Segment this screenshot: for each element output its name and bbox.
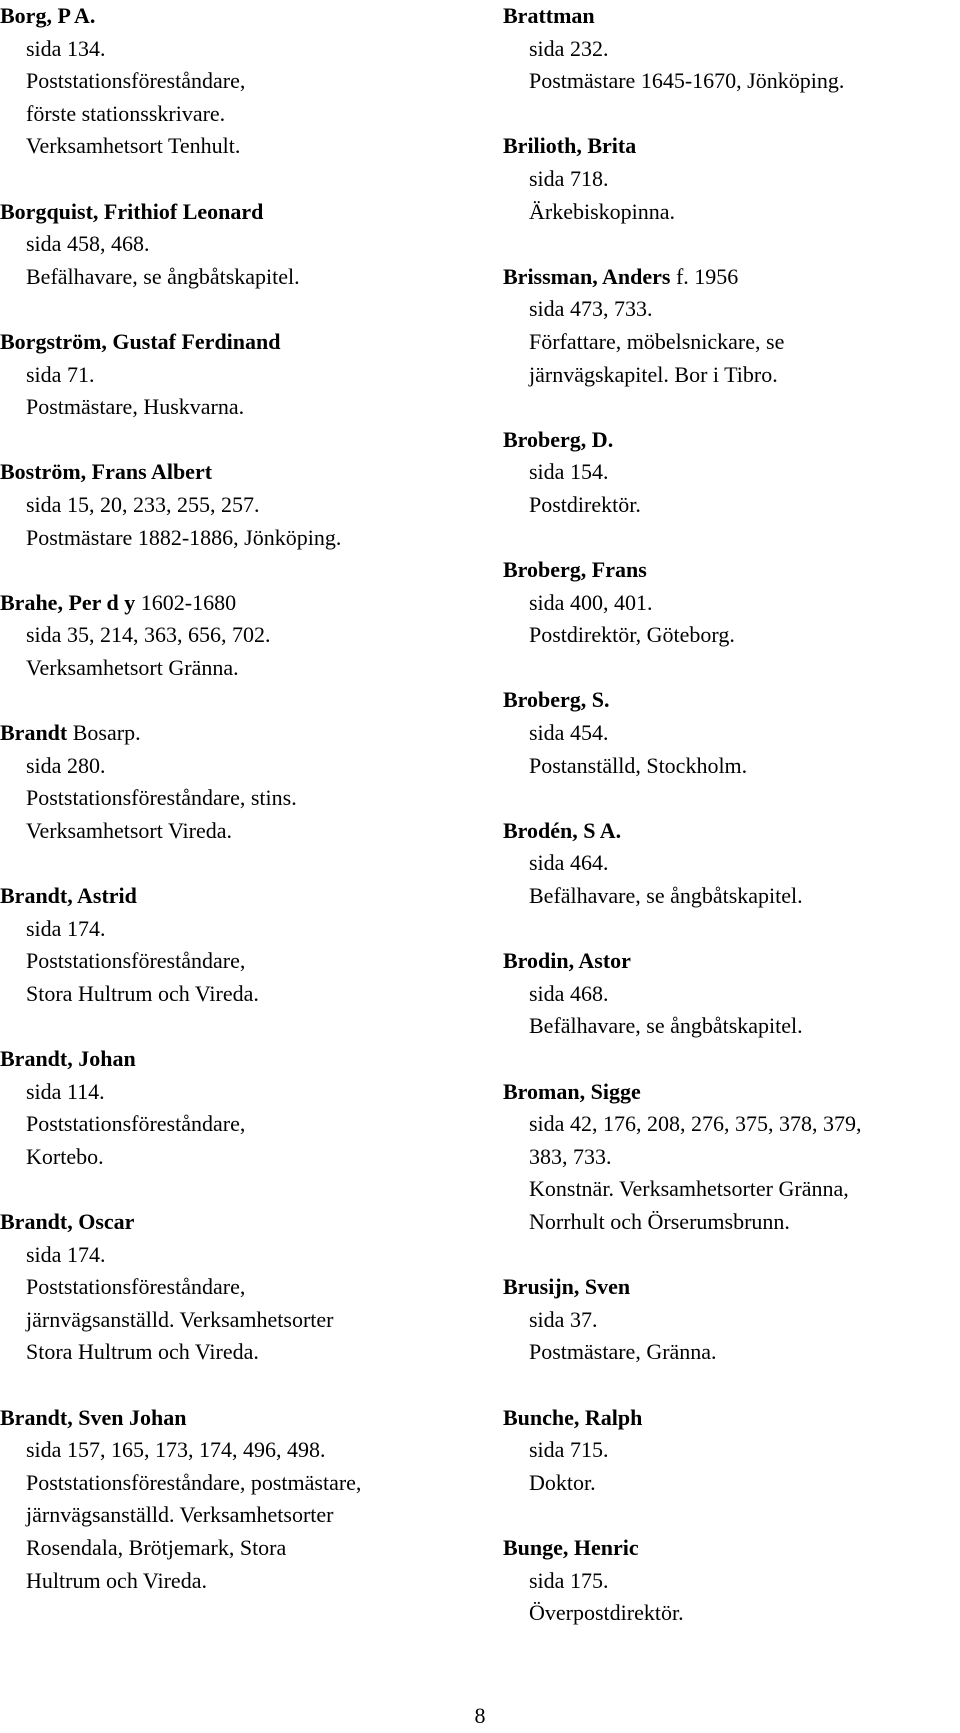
entry-heading xyxy=(0,1402,490,1435)
entry-gap xyxy=(0,1369,490,1402)
entry-detail-line: Postmästare 1882-1886, Jönköping. xyxy=(26,524,342,550)
entry-detail-line: Postmästare, Huskvarna. xyxy=(26,394,245,420)
entry-name: Brodén, S A. xyxy=(503,817,622,843)
entry-heading xyxy=(0,326,490,359)
entry-name: Bunche, Ralph xyxy=(503,1404,643,1430)
entry-detail-line: Poststationsföreståndare, xyxy=(26,68,246,94)
entry-name: Brandt, Oscar xyxy=(0,1208,135,1234)
entry-heading xyxy=(503,684,960,717)
entry-detail-line: sida 35, 214, 363, 656, 702. xyxy=(26,622,271,648)
entry-name: Brandt, Sven Johan xyxy=(0,1404,187,1430)
entry-heading xyxy=(0,1206,490,1239)
entry-detail-line: Poststationsföreståndare, xyxy=(26,1111,246,1137)
index-entry xyxy=(0,196,490,294)
index-entry xyxy=(0,0,490,163)
entry-detail-line: Stora Hultrum och Vireda. xyxy=(26,980,259,1006)
entry-detail-line: Poststationsföreståndare, xyxy=(26,1274,246,1300)
entry-detail-line: Hultrum och Vireda. xyxy=(26,1567,207,1593)
entry-detail-line: sida 280. xyxy=(26,752,106,778)
entry-heading xyxy=(0,196,490,229)
entry-gap xyxy=(0,847,490,880)
entry-detail-line: sida 468. xyxy=(529,980,609,1006)
entry-detail-line: sida 154. xyxy=(529,459,609,485)
entry-heading xyxy=(503,424,960,457)
entry-name-suffix: Bosarp. xyxy=(67,720,141,746)
entry-gap xyxy=(503,782,960,815)
entry-name: Broman, Sigge xyxy=(503,1078,641,1104)
right-column xyxy=(503,0,960,1630)
entry-detail-line: sida 174. xyxy=(26,915,106,941)
entry-name: Brandt, Johan xyxy=(0,1046,136,1071)
entry-detail-line: sida 175. xyxy=(529,1567,609,1593)
index-entry xyxy=(0,1043,490,1173)
index-entry xyxy=(503,815,960,913)
entry-detail-line: järnvägskapitel. Bor i Tibro. xyxy=(529,361,778,387)
entry-heading xyxy=(0,456,490,489)
entry-heading xyxy=(503,1271,960,1304)
entry-heading xyxy=(503,261,960,294)
entry-gap xyxy=(503,913,960,946)
entry-name: Borgström, Gustaf Ferdinand xyxy=(0,328,281,354)
index-entry xyxy=(503,1532,960,1630)
entry-gap xyxy=(503,228,960,261)
entry-heading xyxy=(503,0,960,33)
entry-gap xyxy=(0,424,490,457)
entry-detail-line: sida 15, 20, 233, 255, 257. xyxy=(26,491,260,517)
entry-name: Brilioth, Brita xyxy=(503,133,637,159)
entry-detail-line: Ärkebiskopinna. xyxy=(529,198,676,224)
entry-detail-line: Konstnär. Verksamhetsorter Gränna, xyxy=(529,1176,849,1202)
entry-heading xyxy=(0,587,490,620)
entry-detail-line: Befälhavare, se ångbåtskapitel. xyxy=(529,1013,803,1039)
entry-detail-line: Doktor. xyxy=(529,1469,596,1495)
entry-name: Brandt xyxy=(0,720,68,746)
entry-heading xyxy=(0,717,490,750)
entry-gap xyxy=(503,1239,960,1272)
index-entry xyxy=(503,1402,960,1500)
entry-detail-line: Verksamhetsort Tenhult. xyxy=(26,133,241,159)
entry-detail-line: järnvägsanställd. Verksamhetsorter xyxy=(26,1502,334,1528)
entry-gap xyxy=(0,163,490,196)
entry-detail-line: sida 464. xyxy=(529,850,609,876)
entry-gap xyxy=(503,522,960,555)
entry-detail-line: sida 42, 176, 208, 276, 375, 378, 379, xyxy=(529,1111,862,1137)
entry-gap xyxy=(0,684,490,717)
entry-name: Broberg, S. xyxy=(503,687,610,713)
entry-heading xyxy=(503,1532,960,1565)
index-entry xyxy=(0,587,490,685)
entry-gap xyxy=(503,391,960,424)
page-number: 8 xyxy=(474,1703,486,1728)
entry-detail-line: sida 458, 468. xyxy=(26,231,150,257)
entry-gap xyxy=(503,1369,960,1402)
entry-name: Brodin, Astor xyxy=(503,948,631,974)
entry-heading xyxy=(503,945,960,978)
entry-heading xyxy=(503,1076,960,1109)
entry-name: Brandt, Astrid xyxy=(0,883,137,909)
entry-name: Brissman, Anders xyxy=(503,263,671,289)
index-entry xyxy=(503,1076,960,1239)
index-entry xyxy=(503,130,960,228)
entry-detail-line: Kortebo. xyxy=(26,1143,104,1169)
entry-heading xyxy=(503,554,960,587)
entry-name-suffix: f. 1956 xyxy=(670,263,739,289)
entry-detail-line: sida 718. xyxy=(529,165,609,191)
entry-detail-line: Befälhavare, se ångbåtskapitel. xyxy=(26,263,300,289)
entry-detail-line: Verksamhetsort Vireda. xyxy=(26,817,232,843)
index-entry xyxy=(0,880,490,1010)
entry-detail-line: förste stationsskrivare. xyxy=(26,100,226,126)
entry-detail-line: sida 400, 401. xyxy=(529,589,653,615)
index-entry xyxy=(0,1206,490,1369)
entry-detail-line: Poststationsföreståndare, postmästare, xyxy=(26,1469,362,1495)
entry-heading xyxy=(0,880,490,913)
entry-detail-line: 383, 733. xyxy=(529,1143,612,1169)
entry-gap xyxy=(0,293,490,326)
entry-detail-line: sida 157, 165, 173, 174, 496, 498. xyxy=(26,1437,326,1463)
index-entry xyxy=(0,717,490,847)
entry-heading xyxy=(503,815,960,848)
entry-detail-line: sida 37. xyxy=(529,1306,598,1332)
entry-gap xyxy=(0,1173,490,1206)
entry-name: Brattman xyxy=(503,3,595,28)
entry-detail-line: Poststationsföreståndare, xyxy=(26,948,246,974)
entry-detail-line: sida 114. xyxy=(26,1078,105,1104)
index-entry xyxy=(0,456,490,554)
entry-name: Brahe, Per d y xyxy=(0,589,136,615)
entry-detail-line: Rosendala, Brötjemark, Stora xyxy=(26,1534,287,1560)
entry-gap xyxy=(503,98,960,131)
entry-name: Bunge, Henric xyxy=(503,1534,639,1560)
entry-name: Broberg, D. xyxy=(503,426,614,452)
entry-gap xyxy=(503,652,960,685)
entry-name-suffix: 1602-1680 xyxy=(135,589,237,615)
entry-detail-line: sida 134. xyxy=(26,35,106,61)
entry-detail-line: Postdirektör. xyxy=(529,491,641,517)
entry-name: Boström, Frans Albert xyxy=(0,459,213,485)
index-entry xyxy=(503,554,960,652)
entry-name: Borg, P A. xyxy=(0,3,96,28)
entry-detail-line: Befälhavare, se ångbåtskapitel. xyxy=(529,883,803,909)
entry-heading xyxy=(503,1402,960,1435)
entry-detail-line: Överpostdirektör. xyxy=(529,1600,684,1626)
entry-detail-line: Postdirektör, Göteborg. xyxy=(529,622,735,648)
entry-detail-line: Postmästare 1645-1670, Jönköping. xyxy=(529,68,845,94)
index-entry xyxy=(503,424,960,522)
entry-heading xyxy=(503,130,960,163)
entry-heading xyxy=(0,1043,490,1076)
entry-heading xyxy=(0,0,490,33)
entry-gap xyxy=(0,1010,490,1043)
left-column xyxy=(0,0,490,1597)
index-entry xyxy=(503,261,960,391)
entry-detail-line: Postanställd, Stockholm. xyxy=(529,752,748,778)
index-entry xyxy=(0,326,490,424)
index-entry xyxy=(503,0,960,98)
entry-detail-line: Norrhult och Örserumsbrunn. xyxy=(529,1208,790,1234)
entry-detail-line: Verksamhetsort Gränna. xyxy=(26,654,239,680)
index-entry xyxy=(503,1271,960,1369)
entry-detail-line: sida 473, 733. xyxy=(529,296,653,322)
index-entry xyxy=(503,684,960,782)
entry-detail-line: sida 174. xyxy=(26,1241,106,1267)
entry-name: Borgquist, Frithiof Leonard xyxy=(0,198,264,224)
entry-detail-line: sida 454. xyxy=(529,720,609,746)
entry-detail-line: sida 715. xyxy=(529,1437,609,1463)
entry-detail-line: Postmästare, Gränna. xyxy=(529,1339,717,1365)
entry-detail-line: järnvägsanställd. Verksamhetsorter xyxy=(26,1306,334,1332)
entry-detail-line: Stora Hultrum och Vireda. xyxy=(26,1339,259,1365)
entry-detail-line: sida 232. xyxy=(529,35,609,61)
entry-gap xyxy=(503,1499,960,1532)
entry-detail-line: sida 71. xyxy=(26,361,95,387)
entry-gap xyxy=(0,554,490,587)
index-entry xyxy=(0,1402,490,1598)
entry-name: Broberg, Frans xyxy=(503,557,647,583)
entry-gap xyxy=(503,1043,960,1076)
entry-name: Brusijn, Sven xyxy=(503,1274,631,1300)
entry-detail-line: Poststationsföreståndare, stins. xyxy=(26,785,297,811)
entry-detail-line: Författare, möbelsnickare, se xyxy=(529,328,785,354)
index-entry xyxy=(503,945,960,1043)
